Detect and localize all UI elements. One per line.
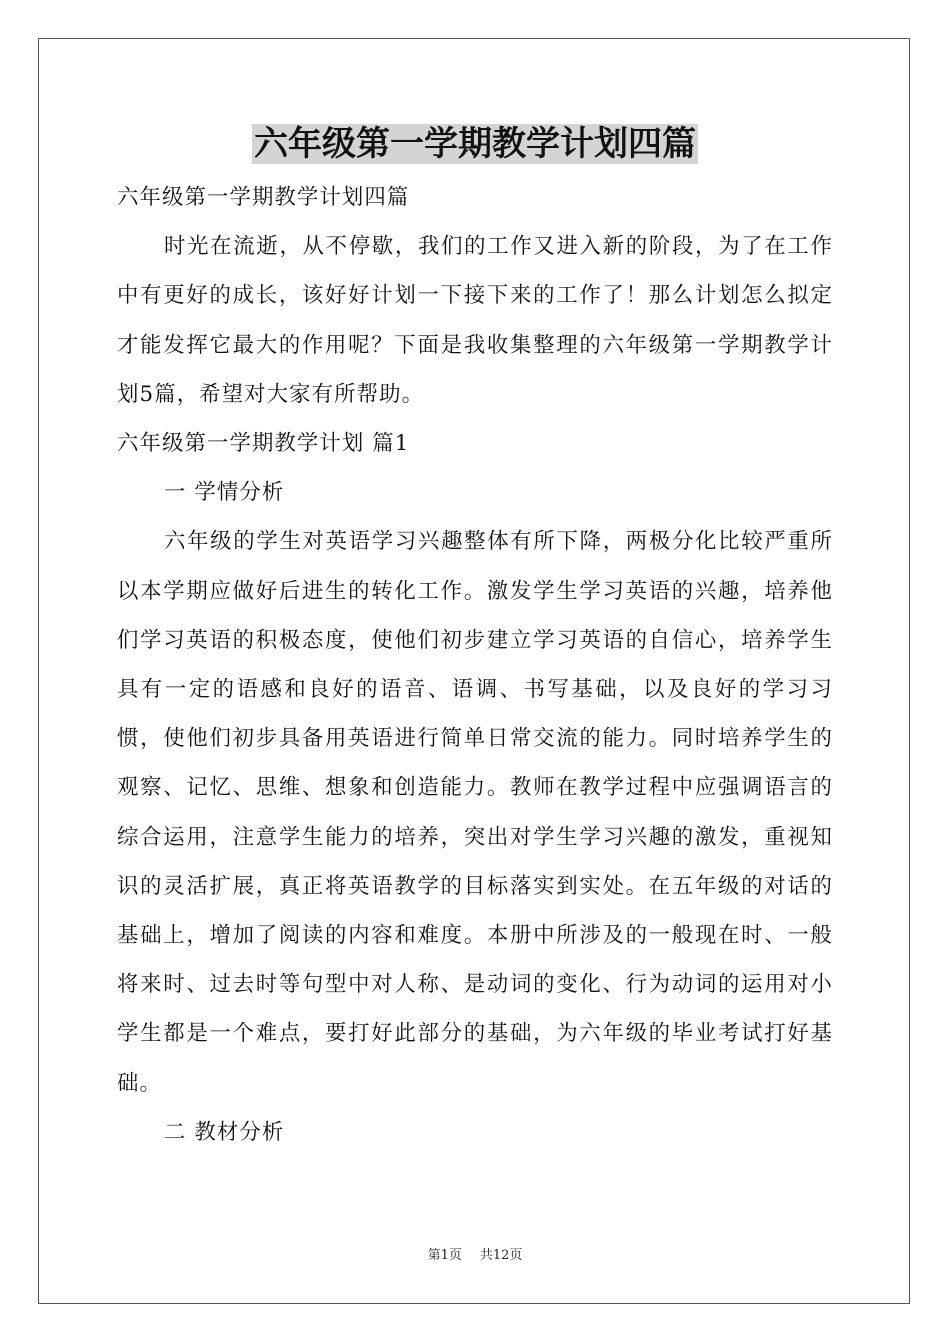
part2-heading: 二 教材分析 <box>164 1119 285 1145</box>
part1-heading: 一 学情分析 <box>164 480 285 506</box>
page-number: 第1页 <box>427 1248 462 1263</box>
subtitle-line: 六年级第一学期教学计划四篇 <box>117 185 410 210</box>
page-total: 共12页 <box>479 1248 523 1263</box>
document-title <box>0 120 950 168</box>
document-title-text: 六年级第一学期教学计划四篇 <box>254 124 696 164</box>
page-footer <box>0 1247 950 1265</box>
intro-paragraph: 时光在流逝，从不停歇，我们的工作又进入新的阶段，为了在工作中有更好的成长，该好好计划一下接下来的工作了！那么计划怎么拟定才能发挥它最大的作用呢？下面是我收集整理的六年级第一学期教学计划5篇，希望对大家有所帮助。 <box>117 234 833 407</box>
part1-paragraph: 六年级的学生对英语学习兴趣整体有所下降，两极分化比较严重所以本学期应做好后进生的转化工作。激发学生学习英语的兴趣，培养他们学习英语的积极态度，使他们初步建立学习英语的自信心，培养学生具有一定的语感和良好的语音、语调、书写基础，以及良好的学习习惯，使他们初步具备用英语进行简单日常交流的能力。同时培养学生的观察、记忆、思维、想象和创造能力。教师在教学过程中应强调语言的综合运用，注意学生能力的培养，突出对学生学习兴趣的激发，重视知识的灵活扩展，真正将英语教学的目标落实到实处。在五年级的对话的基础上，增加了阅读的内容和难度。本册中所涉及的一般现在时、一般将来时、过去时等句型中对人称、是动词的变化、行为动词的运用对小学生都是一个难点，要打好此部分的基础，为六年级的毕业考试打好基础。 <box>117 529 833 1096</box>
document-body <box>117 173 833 1157</box>
section-heading: 六年级第一学期教学计划 篇1 <box>117 431 410 457</box>
